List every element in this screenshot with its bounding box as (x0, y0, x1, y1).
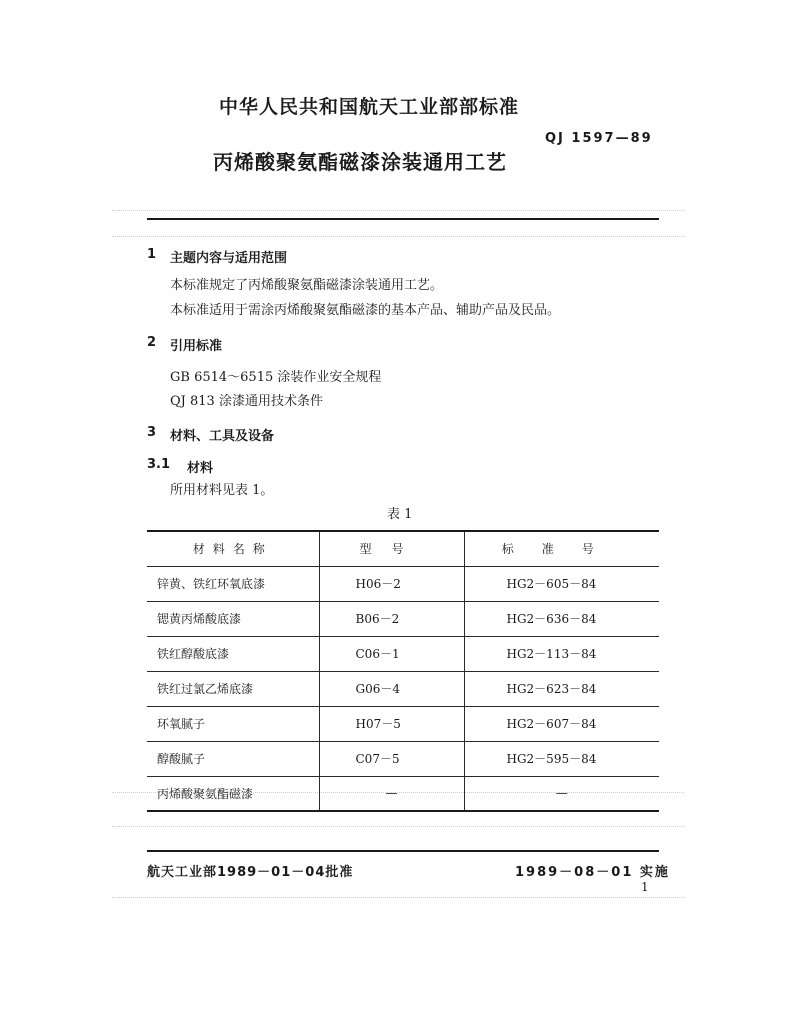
table-row (147, 741, 659, 776)
standard-code: QJ 1597—89 (545, 131, 653, 146)
section-number: 1 (147, 247, 157, 262)
referenced-standard: GB 6514～6515 涂装作业安全规程 (170, 370, 382, 385)
material-name: 锌黄、铁红环氧底漆 (147, 566, 319, 601)
material-model: H07－5 (319, 706, 464, 741)
material-name: 环氧腻子 (147, 706, 319, 741)
subsection-number: 3.1 (147, 457, 171, 472)
column-header: 标准号 (464, 531, 659, 566)
material-standard: HG2－595－84 (464, 741, 659, 776)
section-number: 3 (147, 425, 157, 440)
material-name: 丙烯酸聚氨酯磁漆 (147, 776, 319, 811)
column-header: 型号 (319, 531, 464, 566)
body-line: 本标准适用于需涂丙烯酸聚氨酯磁漆的基本产品、辅助产品及民品。 (170, 303, 561, 318)
scan-dotted-line (112, 236, 684, 237)
material-standard: HG2－113－84 (464, 636, 659, 671)
section-heading: 引用标准 (170, 339, 223, 354)
material-name: 铁红醇酸底漆 (147, 636, 319, 671)
approval-date: 航天工业部1989－01－04批准 (147, 865, 354, 880)
material-standard: — (464, 776, 659, 811)
material-model: — (319, 776, 464, 811)
material-standard: HG2－636－84 (464, 601, 659, 636)
material-name: 醇酸腻子 (147, 741, 319, 776)
page-number: 1 (641, 880, 649, 894)
material-standard: HG2－605－84 (464, 566, 659, 601)
material-name: 铁红过氯乙烯底漆 (147, 671, 319, 706)
materials-table (147, 530, 659, 812)
column-header: 材料名称 (147, 531, 319, 566)
scan-dotted-line (112, 210, 684, 211)
section-heading: 材料、工具及设备 (170, 429, 275, 444)
table-row (147, 671, 659, 706)
issuing-organization: 中华人民共和国航天工业部部标准 (219, 96, 520, 118)
effective-date: 1989－08－01 实施 (515, 865, 670, 880)
body-line: 本标准规定了丙烯酸聚氨酯磁漆涂装通用工艺。 (170, 278, 444, 293)
table-caption: 表 1 (387, 507, 413, 522)
footer-rule (147, 850, 659, 852)
material-standard: HG2－623－84 (464, 671, 659, 706)
table-header-row (147, 531, 659, 566)
table-row (147, 706, 659, 741)
table-row (147, 636, 659, 671)
material-model: H06－2 (319, 566, 464, 601)
material-model: B06－2 (319, 601, 464, 636)
section-heading: 主题内容与适用范围 (170, 251, 288, 266)
scan-dotted-line (112, 897, 684, 898)
body-line: 所用材料见表 1。 (170, 483, 274, 498)
material-model: C07－5 (319, 741, 464, 776)
material-model: G06－4 (319, 671, 464, 706)
scan-dotted-line (112, 826, 684, 827)
section-number: 2 (147, 335, 157, 350)
material-name: 锶黄丙烯酸底漆 (147, 601, 319, 636)
table-row (147, 776, 659, 811)
subsection-heading: 材料 (187, 461, 214, 476)
material-standard: HG2－607－84 (464, 706, 659, 741)
document-title: 丙烯酸聚氨酯磁漆涂装通用工艺 (213, 150, 507, 174)
material-model: C06－1 (319, 636, 464, 671)
referenced-standard: QJ 813 涂漆通用技术条件 (170, 394, 323, 409)
header-rule (147, 218, 659, 220)
table-row (147, 566, 659, 601)
table-row (147, 601, 659, 636)
